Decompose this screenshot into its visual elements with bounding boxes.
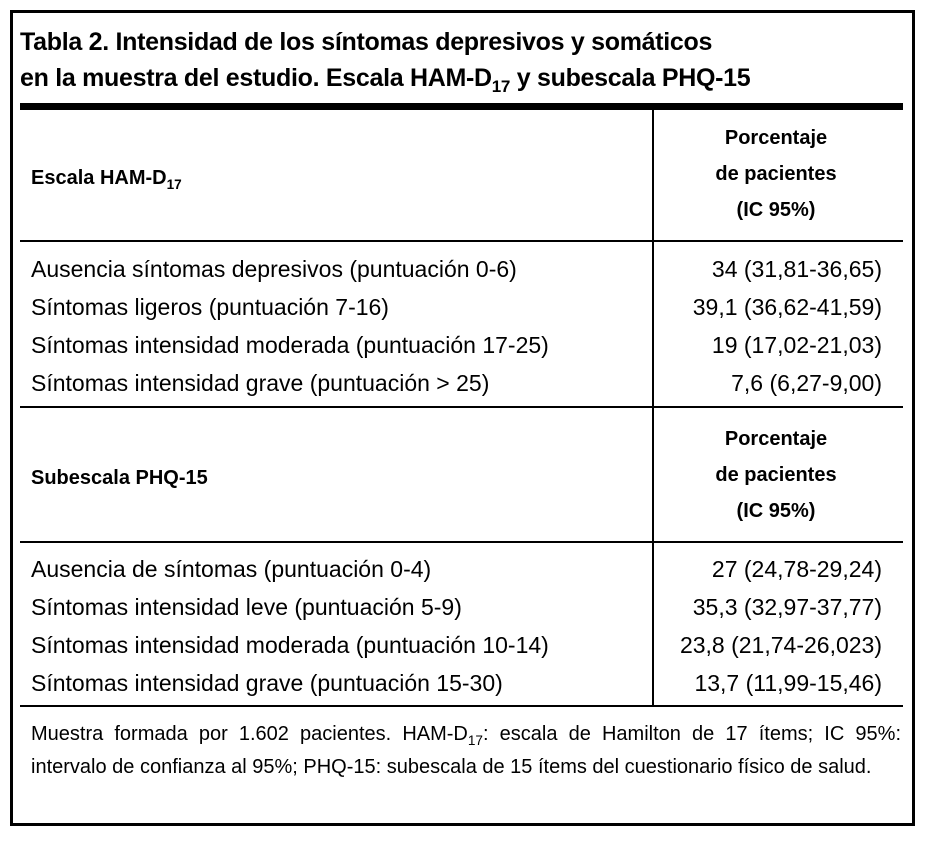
table-row: [0, 326, 905, 364]
table-title: [20, 24, 900, 96]
row-value: 35,3 (32,97-37,77): [692, 594, 882, 620]
title-line-2-text: en la muestra del estudio. Escala HAM-D: [20, 64, 492, 92]
table-row: [0, 550, 905, 588]
table-footnote: [31, 718, 901, 784]
section2-header-rule: [20, 541, 903, 543]
row-label: Síntomas intensidad moderada (puntuación 17-25): [31, 332, 549, 358]
pct-header-line: de pacientes: [715, 163, 837, 185]
pct-header-line: (IC 95%): [736, 199, 816, 221]
section1-label-subscript: 17: [166, 176, 182, 192]
section1-label-text: Escala HAM-D: [31, 167, 167, 189]
footnote-text: Muestra formada por 1.602 pacientes. HAM-D: [31, 723, 468, 745]
title-line-2-tail: y subescala PHQ-15: [510, 64, 751, 92]
row-value: 34 (31,81-36,65): [711, 256, 882, 282]
table-row: [0, 588, 905, 626]
row-value: 19 (17,02-21,03): [711, 332, 882, 358]
table-row: [0, 364, 905, 402]
title-subscript: 17: [491, 76, 511, 96]
section2-pct-header: [656, 421, 896, 529]
pct-header-line: de pacientes: [715, 464, 837, 486]
row-value: 27 (24,78-29,24): [711, 556, 882, 582]
row-label: Ausencia de síntomas (puntuación 0-4): [31, 556, 432, 582]
pct-header-line: Porcentaje: [724, 428, 828, 450]
row-label: Síntomas intensidad moderada (puntuación 10-14): [31, 632, 549, 658]
row-label: Síntomas intensidad grave (puntuación > 25): [31, 370, 490, 396]
section-divider-rule: [20, 406, 903, 408]
row-value: 13,7 (11,99-15,46): [694, 670, 882, 696]
row-label: Síntomas intensidad grave (puntuación 15-30): [31, 670, 503, 696]
table-row: [0, 664, 905, 702]
table-row: [0, 288, 905, 326]
title-line-1: Tabla 2. Intensidad de los síntomas depresivos y somáticos: [20, 28, 713, 56]
section2-header-label: Subescala PHQ-15: [31, 467, 208, 489]
section1-pct-header: [656, 120, 896, 228]
row-value: 23,8 (21,74-26,023): [679, 632, 882, 658]
pct-header-line: Porcentaje: [724, 127, 828, 149]
section1-header-rule: [20, 240, 903, 242]
row-value: 39,1 (36,62-41,59): [692, 294, 882, 320]
row-label: Síntomas intensidad leve (puntuación 5-9): [31, 594, 462, 620]
table-row: [0, 626, 905, 664]
row-value: 7,6 (6,27-9,00): [731, 370, 882, 396]
title-line-2: [20, 60, 900, 96]
row-label: Ausencia síntomas depresivos (puntuación 0-6): [31, 256, 517, 282]
footnote-text-tail: : escala de Hamilton de 17 ítems; IC 95%: intervalo de confianza al 95%; PHQ-15: subescala de 15 ítems del cuestionario físico de salud.: [31, 723, 901, 778]
table-bottom-rule: [20, 705, 903, 707]
footnote-subscript: 17: [467, 732, 483, 748]
pct-header-line: (IC 95%): [736, 500, 816, 522]
table-row: [0, 250, 905, 288]
row-label: Síntomas ligeros (puntuación 7-16): [31, 294, 389, 320]
title-rule: [20, 103, 903, 110]
section1-header-label: [31, 166, 182, 190]
